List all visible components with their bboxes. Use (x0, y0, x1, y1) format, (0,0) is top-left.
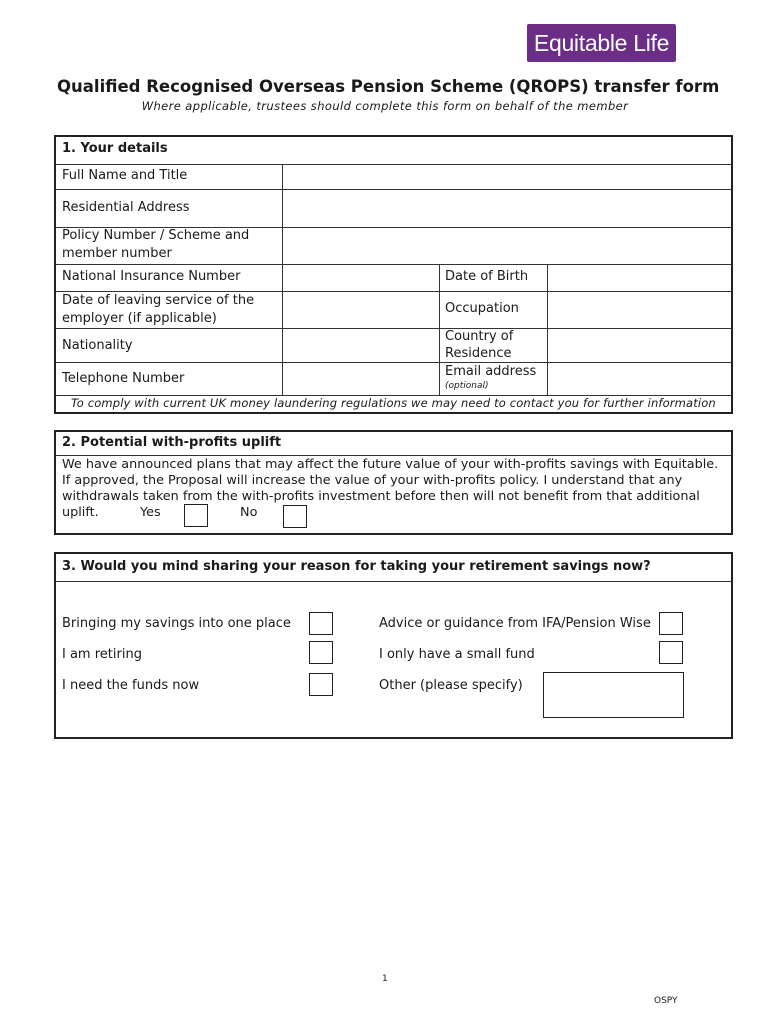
email-optional-note: (optional) (445, 381, 489, 391)
section1-heading: 1. Your details (62, 141, 168, 156)
uplift-text-line1: We have announced plans that may affect the future value of your with-profits savings with Equitable. (62, 457, 719, 472)
date-of-leaving-label-1: Date of leaving service of the (62, 293, 255, 308)
reason-one-place-label: Bringing my savings into one place (62, 616, 291, 631)
section3-heading: 3. Would you mind sharing your reason for taking your retirement savings now? (62, 559, 651, 574)
telephone-label: Telephone Number (62, 371, 185, 386)
country-of-residence-field[interactable] (548, 329, 731, 362)
reason-small-fund-label: I only have a small fund (379, 647, 535, 662)
reason-advice-label: Advice or guidance from IFA/Pension Wise (379, 616, 651, 631)
occupation-label: Occupation (445, 301, 519, 316)
yes-checkbox[interactable] (184, 504, 208, 527)
reason-funds-now-label: I need the funds now (62, 678, 200, 693)
reason-retiring-checkbox[interactable] (309, 641, 333, 664)
yes-label: Yes (140, 505, 161, 520)
no-label: No (240, 505, 258, 520)
telephone-field[interactable] (283, 363, 439, 395)
section2-heading: 2. Potential with-profits uplift (62, 435, 282, 450)
country-label-1: Country of (445, 329, 514, 344)
policy-number-label-2: member number (62, 246, 172, 261)
uplift-text-line2: If approved, the Proposal will increase the value of your with-profits policy. I understand that any (62, 473, 683, 488)
reason-retiring-label: I am retiring (62, 647, 142, 662)
residential-address-label: Residential Address (62, 200, 190, 215)
date-of-birth-label: Date of Birth (445, 269, 529, 284)
money-laundering-note: To comply with current UK money laundering regulations we may need to contact you for further information (71, 396, 716, 410)
uplift-text-line3: withdrawals taken from the with-profits investment before then will not benefit from that additional (62, 489, 700, 504)
form-title: Qualified Recognised Overseas Pension Scheme (QROPS) transfer form (57, 77, 720, 96)
policy-number-label-1: Policy Number / Scheme and (62, 228, 250, 243)
reason-funds-now-checkbox[interactable] (309, 673, 333, 696)
email-label: Email address (445, 364, 537, 379)
email-field[interactable] (548, 363, 731, 395)
residential-address-field[interactable] (283, 190, 731, 227)
form-code: OSPY (654, 996, 678, 1006)
nationality-field[interactable] (283, 329, 439, 362)
date-of-leaving-field[interactable] (283, 292, 439, 328)
national-insurance-field[interactable] (283, 265, 439, 291)
country-label-2: Residence (445, 346, 512, 361)
equitable-life-logo: Equitable Life (527, 24, 676, 62)
nationality-label: Nationality (62, 338, 133, 353)
reason-advice-checkbox[interactable] (659, 612, 683, 635)
full-name-label: Full Name and Title (62, 168, 188, 183)
no-checkbox[interactable] (283, 505, 307, 528)
reason-other-specify-field[interactable] (543, 672, 684, 718)
full-name-field[interactable] (283, 165, 731, 189)
date-of-birth-field[interactable] (548, 265, 731, 291)
national-insurance-label: National Insurance Number (62, 269, 241, 284)
reason-other-label: Other (please specify) (379, 678, 523, 693)
page-number: 1 (382, 974, 388, 984)
reason-small-fund-checkbox[interactable] (659, 641, 683, 664)
policy-number-field[interactable] (283, 228, 731, 264)
occupation-field[interactable] (548, 292, 731, 328)
date-of-leaving-label-2: employer (if applicable) (62, 311, 217, 326)
reason-one-place-checkbox[interactable] (309, 612, 333, 635)
form-subtitle: Where applicable, trustees should complete this form on behalf of the member (141, 99, 629, 113)
uplift-text-line4: uplift. (62, 505, 99, 520)
